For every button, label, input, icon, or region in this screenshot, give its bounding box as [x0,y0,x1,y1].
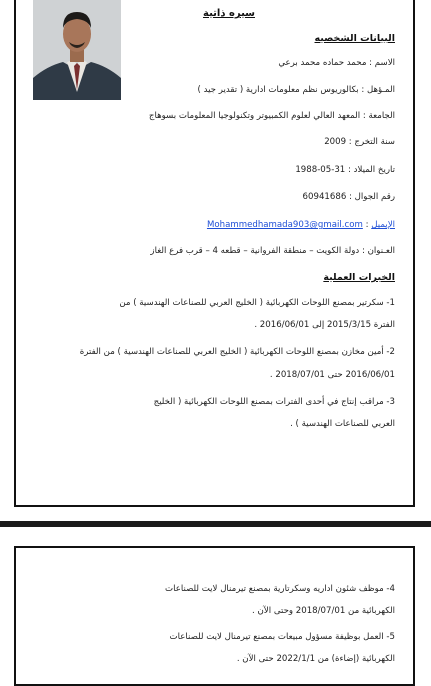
cv-title: سيره ذاتية [203,8,255,19]
name-field: الاسم : محمد حماده محمد برعي [278,58,395,68]
profile-photo [33,0,121,100]
person-photo-icon [33,0,121,100]
experience-item-3-line-1: 3- مراقب إنتاج في أحدى الفترات بمصنع اللوحات الكهربائية ( الخليج [153,397,395,407]
experience-heading: الخبرات العملية [323,272,395,283]
experience-item-3-line-2: العربي للصناعات الهندسية ) . [290,419,395,429]
experience-item-2-line-1: 2- أمين مخازن بمصنع اللوحات الكهربائية ( الخليج العربي للصناعات الهندسية ) من الفترة [79,347,395,357]
experience-item-2-line-2: 2016/06/01 حتى 2018/07/01 . [269,370,395,380]
personal-heading: البيانات الشخصيه [314,33,395,44]
experience-item-1-line-2: الفترة 2015/3/15 إلى 2016/06/01 . [254,320,395,330]
experience-item-4-line-2: الكهربائية من 2018/07/01 وحتى الآن . [252,606,395,616]
experience-item-1-line-1: 1- سكرتير بمصنع اللوحات الكهربائية ( الخليج العربي للصناعات الهندسية ) من [119,298,395,308]
address-field: العـنوان : دولة الكويت – منطقة الفروانية – قطعه 4 – قرب فرع الغاز [150,246,395,256]
phone-field: رقم الجوال : 60941686 [302,192,395,202]
email-link[interactable]: Mohammedhamada903@gmail.com [206,220,363,230]
experience-item-5-line-2: الكهربائية (إضاءة) من 2022/1/1 حتى الآن . [236,654,395,664]
email-row: الإيميل : Mohammedhamada903@gmail.com [206,220,395,230]
cv-page-1 [14,0,415,507]
experience-item-4-line-1: 4- موظف شئون اداريه وسكرتارية بمصنع تيرمنال لايت للصناعات [165,584,395,594]
page-separator [0,521,431,527]
experience-item-5-line-1: 5- العمل بوظيفة مسؤول مبيعات بمصنع تيرمنال لايت للصناعات [169,632,395,642]
email-label: الإيميل [371,220,395,230]
cv-page-2 [14,546,415,686]
university-field: الجامعة : المعهد العالي لعلوم الكمبيوتر وتكنولوجيا المعلومات بسوهاج [148,111,395,121]
birthdate-field: تاريخ الميلاد : 31-05-1988 [295,165,395,175]
qualification-field: المـؤهل : بكالوريوس نظم معلومات ادارية ( تقدير جيد ) [197,85,395,95]
graduation-field: سنة التخرج : 2009 [324,137,395,147]
